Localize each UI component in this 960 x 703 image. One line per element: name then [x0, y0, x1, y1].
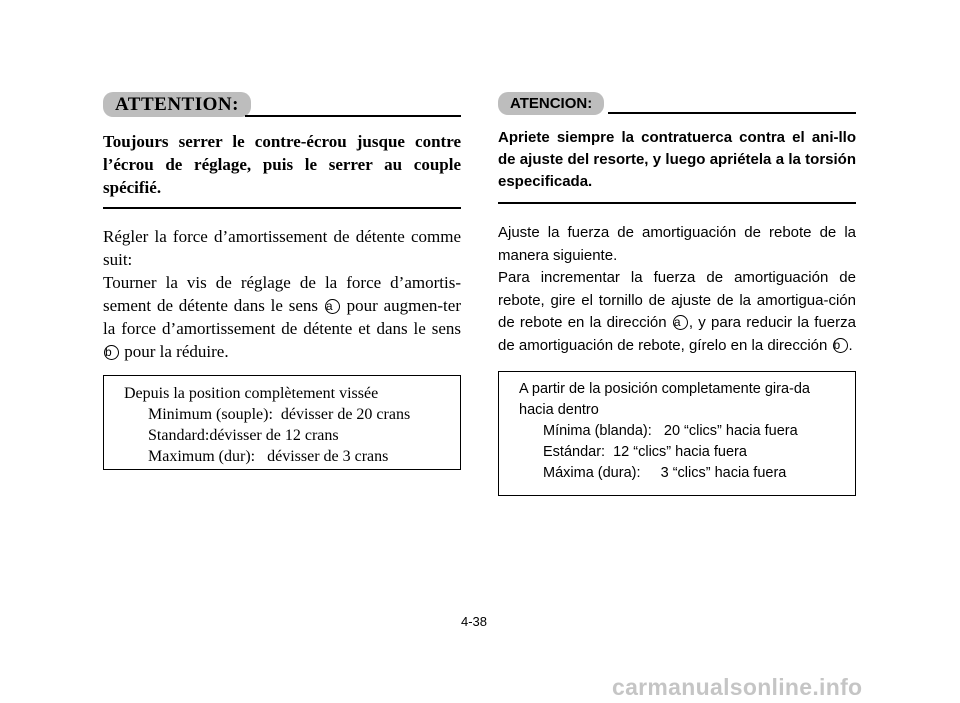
direction-a-marker: a	[673, 315, 688, 330]
settings-box-title: A partir de la posición completamente gira-da hacia dentro	[519, 381, 810, 418]
caution-header-rule	[608, 112, 856, 114]
caution-text: Apriete siempre la contratuerca contra el ani-llo de ajuste del resorte, y luego apriétela a la torsión especificada.	[498, 129, 856, 190]
adjust-paragraph	[103, 271, 461, 363]
caution-bottom-rule	[103, 207, 461, 209]
caution-badge: ATENCION:	[498, 92, 604, 115]
adjust-text-part1: Para incrementar la fuerza de amortiguación de rebote, gire el tornillo de ajuste de la amortigua-ción de rebote en la dirección	[498, 269, 856, 331]
setting-minimum: Mínima (blanda): 20 “clics” hacia fuera	[543, 423, 798, 439]
caution-badge: ATTENTION:	[103, 92, 251, 117]
settings-box-title: Depuis la position complètement vissée	[124, 385, 379, 402]
adjust-text-part2: , y para reducir la fuerza de amortiguación de rebote, gírelo en la dirección	[498, 314, 856, 354]
caution-text: Toujours serrer le contre-écrou jusque contre l’écrou de réglage, puis le serrer au couple spécifié.	[103, 132, 461, 197]
caution-header	[103, 92, 461, 122]
caution-header	[498, 92, 856, 122]
setting-maximum: Máxima (dura): 3 “clics” hacia fuera	[543, 465, 787, 481]
page-number: 4-38	[461, 614, 488, 629]
caution-header-rule	[245, 115, 461, 117]
intro-paragraph: Ajuste la fuerza de amortiguación de rebote de la manera siguiente.	[498, 224, 856, 264]
adjust-text-part3: pour la réduire.	[120, 342, 229, 361]
caution-bottom-rule	[498, 202, 856, 204]
adjust-text-part1: Tourner la vis de réglage de la force d’amortis-sement de détente dans le sens	[103, 273, 461, 315]
spanish-column	[498, 92, 856, 496]
settings-box	[103, 375, 461, 470]
setting-standard: Standard:dévisser de 12 crans	[148, 427, 339, 444]
direction-a-marker: a	[325, 299, 340, 314]
adjust-text-part2: pour augmen-ter la force d’amortissement de détente et dans le sens	[103, 296, 461, 338]
direction-b-marker: b	[833, 338, 848, 353]
adjust-text-part3: .	[848, 336, 853, 354]
watermark: carmanualsonline.info	[612, 674, 863, 700]
settings-box	[498, 371, 856, 496]
adjust-paragraph	[498, 267, 856, 357]
setting-minimum: Minimum (souple): dévisser de 20 crans	[148, 406, 411, 423]
intro-paragraph: Régler la force d’amortissement de détente comme suit:	[103, 227, 461, 269]
french-column	[103, 92, 461, 470]
direction-b-marker: b	[104, 345, 119, 360]
setting-standard: Estándar: 12 “clics” hacia fuera	[543, 444, 747, 460]
setting-maximum: Maximum (dur): dévisser de 3 crans	[148, 448, 389, 465]
